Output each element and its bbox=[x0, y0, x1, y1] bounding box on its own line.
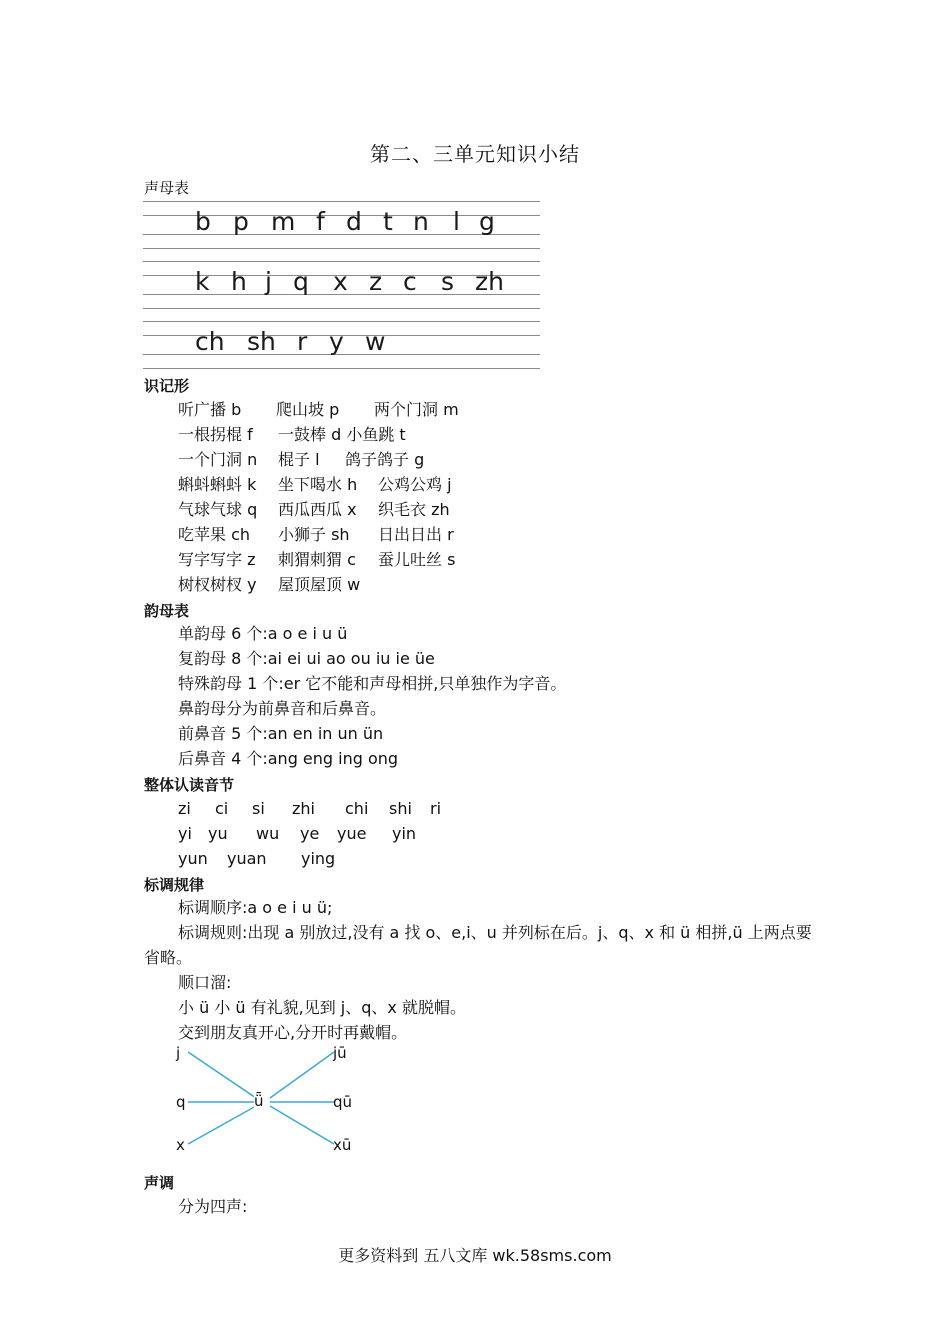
shengmu-letter: l bbox=[453, 207, 460, 236]
zhengti-syllable: yu bbox=[208, 824, 228, 843]
footer-text: 更多资料到 五八文库 wk.58sms.com bbox=[338, 1246, 612, 1265]
memory-item: 听广播 b bbox=[178, 400, 242, 419]
zhengti-syllable: zhi bbox=[292, 799, 315, 818]
memory-item: 刺猬刺猬 c bbox=[278, 550, 356, 569]
zhengti-row bbox=[178, 799, 441, 819]
zhengti-syllable: ying bbox=[301, 849, 336, 868]
diagram-left-label: q bbox=[176, 1093, 186, 1111]
diagram-left-label: x bbox=[176, 1136, 185, 1154]
memory-row bbox=[178, 425, 406, 445]
shengmu-row-1 bbox=[143, 201, 540, 249]
memory-item: 一鼓棒 d 小鱼跳 t bbox=[278, 425, 406, 444]
rhyme-line: 交到朋友真开心,分开时再戴帽。 bbox=[178, 1023, 408, 1042]
shengmu-letter: t bbox=[383, 207, 393, 236]
memory-item: 树杈树杈 y bbox=[178, 575, 257, 594]
shengmu-letter: h bbox=[231, 267, 247, 296]
memory-row bbox=[178, 475, 452, 495]
memory-item: 爬山坡 p bbox=[276, 400, 340, 419]
memory-row bbox=[178, 500, 450, 520]
diagram-center-label: ǖ bbox=[254, 1092, 264, 1110]
diagram-right-label: jū bbox=[333, 1044, 347, 1062]
zhengti-syllable: ci bbox=[215, 799, 229, 818]
tones-heading: 声调 bbox=[144, 1174, 175, 1192]
memory-row bbox=[178, 575, 360, 595]
tones-line: 分为四声: bbox=[178, 1197, 248, 1216]
shengmu-letter: b bbox=[195, 207, 211, 236]
shengmu-letter: f bbox=[316, 207, 325, 236]
memory-item: 蝌蚪蝌蚪 k bbox=[178, 475, 257, 494]
memory-row bbox=[178, 400, 459, 420]
zhengti-syllable: zi bbox=[178, 799, 191, 818]
shengmu-letter: c bbox=[403, 267, 417, 296]
memory-item: 两个门洞 m bbox=[374, 400, 459, 419]
zhengti-heading: 整体认读音节 bbox=[144, 776, 235, 794]
memory-item: 写字写字 z bbox=[178, 550, 256, 569]
yunmu-line: 前鼻音 5 个:an en in un ün bbox=[178, 724, 384, 743]
zhengti-syllable: ye bbox=[300, 824, 320, 843]
memory-heading: 识记形 bbox=[144, 377, 190, 395]
shengmu-letter: s bbox=[441, 267, 455, 296]
zhengti-syllable: yuan bbox=[227, 849, 267, 868]
tone-order: 标调顺序:a o e i u ü; bbox=[178, 898, 333, 917]
tone-rules-heading: 标调规律 bbox=[144, 876, 205, 894]
zhengti-syllable: wu bbox=[256, 824, 280, 843]
memory-item: 一个门洞 n bbox=[178, 450, 258, 469]
memory-item: 小狮子 sh bbox=[278, 525, 350, 544]
memory-item: 日出日出 r bbox=[378, 525, 454, 544]
shengmu-letter: y bbox=[329, 327, 344, 356]
page-title: 第二、三单元知识小结 bbox=[370, 142, 580, 166]
memory-item: 棍子 l bbox=[278, 450, 320, 469]
tone-rule: 标调规则:出现 a 别放过,没有 a 找 o、e,i、u 并列标在后。j、q、x 和 ü 相拼,ü 上两点要省略。 bbox=[144, 923, 812, 967]
zhengti-syllable: si bbox=[252, 799, 265, 818]
shengmu-letter: p bbox=[233, 207, 249, 236]
shengmu-row-2 bbox=[143, 261, 540, 309]
rhyme-label: 顺口溜: bbox=[178, 973, 232, 992]
memory-row bbox=[178, 450, 424, 470]
shengmu-letter: z bbox=[369, 267, 383, 296]
memory-item: 鸽子鸽子 g bbox=[345, 450, 425, 469]
rhyme-line: 小 ü 小 ü 有礼貌,见到 j、q、x 就脱帽。 bbox=[178, 998, 466, 1017]
shengmu-letter: w bbox=[365, 327, 386, 356]
memory-item: 一根拐棍 f bbox=[178, 425, 253, 444]
shengmu-letter: j bbox=[265, 267, 272, 296]
shengmu-letter: d bbox=[346, 207, 362, 236]
memory-row bbox=[178, 525, 454, 545]
yunmu-line: 后鼻音 4 个:ang eng ing ong bbox=[178, 749, 399, 768]
yunmu-line: 单韵母 6 个:a o e i u ü bbox=[178, 624, 348, 643]
zhengti-syllable: yun bbox=[178, 849, 208, 868]
yunmu-line: 鼻韵母分为前鼻音和后鼻音。 bbox=[178, 699, 387, 718]
memory-row bbox=[178, 550, 455, 570]
memory-item: 气球气球 q bbox=[178, 500, 258, 519]
connector-line bbox=[188, 1106, 256, 1144]
shengmu-letter: sh bbox=[247, 327, 276, 356]
shengmu-letter: m bbox=[271, 207, 296, 236]
jqx-u-diagram bbox=[170, 1040, 370, 1160]
zhengti-syllable: chi bbox=[345, 799, 369, 818]
shengmu-letter: zh bbox=[475, 267, 504, 296]
shengmu-row-3 bbox=[143, 321, 540, 369]
zhengti-syllable: yin bbox=[392, 824, 417, 843]
shengmu-letter: r bbox=[297, 327, 308, 356]
zhengti-row bbox=[178, 824, 416, 844]
diagram-right-label: xū bbox=[333, 1136, 352, 1154]
zhengti-row bbox=[178, 849, 335, 869]
memory-item: 屋顶屋顶 w bbox=[278, 575, 361, 594]
yunmu-line: 复韵母 8 个:ai ei ui ao ou iu ie üe bbox=[178, 649, 435, 668]
connector-line bbox=[188, 1052, 256, 1098]
yunmu-heading: 韵母表 bbox=[144, 602, 190, 620]
shengmu-letter: n bbox=[413, 207, 429, 236]
memory-item: 坐下喝水 h bbox=[278, 475, 358, 494]
shengmu-letter: q bbox=[293, 267, 309, 296]
connector-line bbox=[270, 1106, 334, 1144]
connector-line bbox=[270, 1052, 334, 1098]
memory-item: 织毛衣 zh bbox=[378, 500, 450, 519]
yunmu-line: 特殊韵母 1 个:er 它不能和声母相拼,只单独作为字音。 bbox=[178, 674, 567, 693]
diagram-right-label: qū bbox=[333, 1093, 353, 1111]
memory-item: 吃苹果 ch bbox=[178, 525, 251, 544]
shengmu-letter: x bbox=[333, 267, 348, 296]
zhengti-syllable: shi bbox=[389, 799, 412, 818]
shengmu-letter: k bbox=[195, 267, 210, 296]
shengmu-letter: g bbox=[479, 207, 495, 236]
diagram-left-label: j bbox=[176, 1044, 181, 1062]
zhengti-syllable: ri bbox=[430, 799, 442, 818]
memory-item: 公鸡公鸡 j bbox=[378, 475, 452, 494]
memory-item: 西瓜西瓜 x bbox=[278, 500, 357, 519]
zhengti-syllable: yue bbox=[337, 824, 367, 843]
shengmu-letter: ch bbox=[195, 327, 225, 356]
memory-item: 蚕儿吐丝 s bbox=[378, 550, 456, 569]
shengmu-table-label: 声母表 bbox=[144, 179, 190, 197]
zhengti-syllable: yi bbox=[178, 824, 192, 843]
